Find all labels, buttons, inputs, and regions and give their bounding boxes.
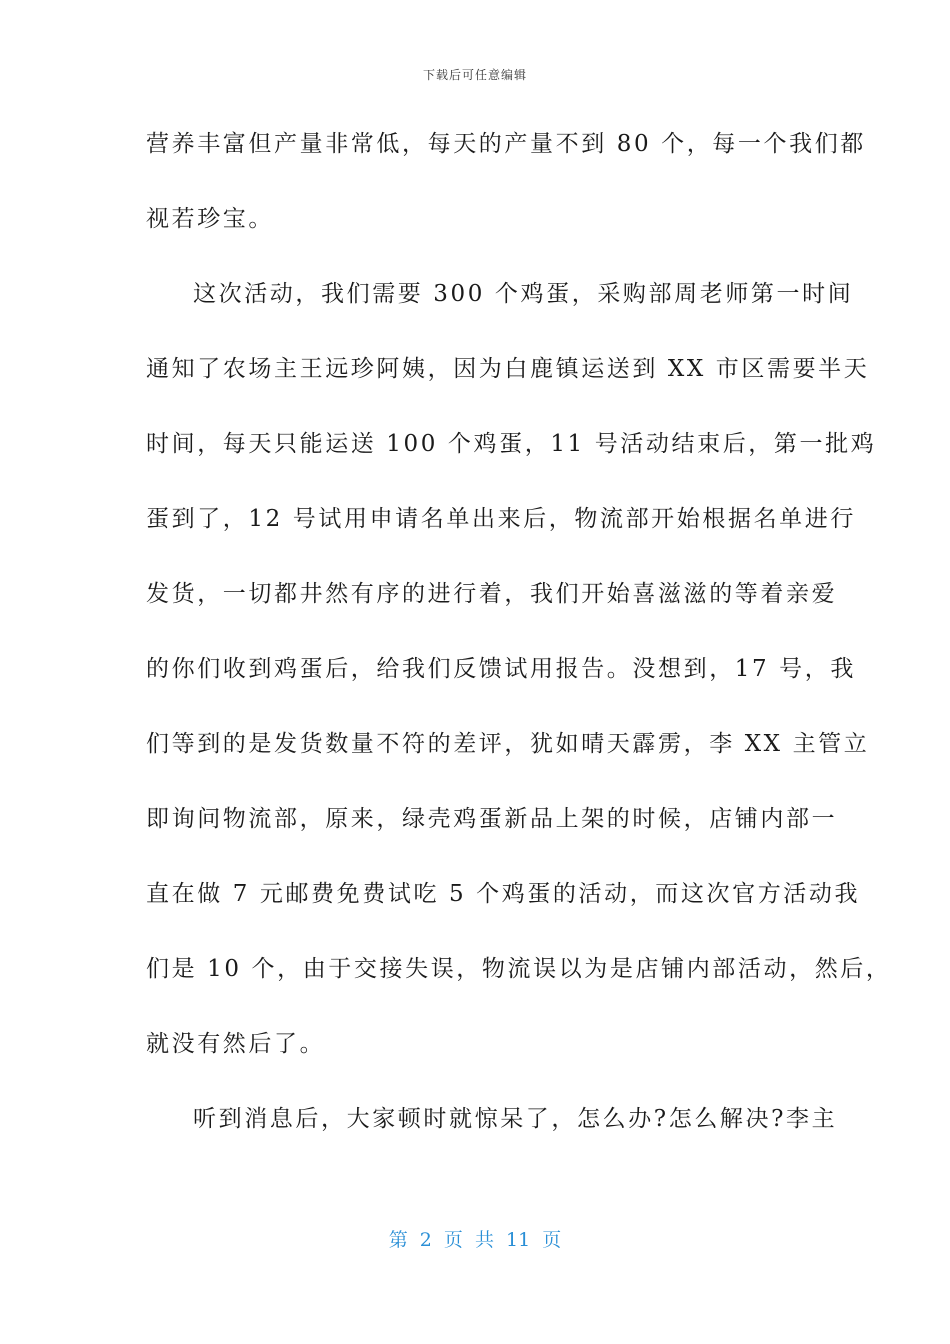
body-line: 直在做 7 元邮费免费试吃 5 个鸡蛋的活动，而这次官方活动我	[146, 881, 861, 907]
body-line: 这次活动，我们需要 300 个鸡蛋，采购部周老师第一时间	[193, 281, 854, 307]
body-line: 的你们收到鸡蛋后，给我们反馈试用报告。没想到，17 号，我	[146, 656, 856, 682]
body-line: 时间，每天只能运送 100 个鸡蛋，11 号活动结束后，第一批鸡	[146, 431, 877, 457]
body-line: 们是 10 个，由于交接失误，物流误以为是店铺内部活动，然后，	[146, 956, 892, 982]
body-line: 即询问物流部，原来，绿壳鸡蛋新品上架的时候，店铺内部一	[146, 806, 838, 832]
body-line: 听到消息后，大家顿时就惊呆了，怎么办?怎么解决?李主	[193, 1106, 838, 1132]
page-number: 第 2 页 共 11 页	[388, 1229, 562, 1251]
body-line: 发货，一切都井然有序的进行着，我们开始喜滋滋的等着亲爱	[146, 581, 838, 607]
body-line: 就没有然后了。	[146, 1031, 326, 1057]
body-line: 们等到的是发货数量不符的差评，犹如晴天霹雳，李 XX 主管立	[146, 731, 870, 757]
page-header: 下载后可任意编辑	[422, 68, 527, 82]
body-line: 营养丰富但产量非常低，每天的产量不到 80 个，每一个我们都	[146, 131, 866, 157]
body-line: 蛋到了，12 号试用申请名单出来后，物流部开始根据名单进行	[146, 506, 856, 532]
body-line: 视若珍宝。	[146, 206, 274, 232]
body-line: 通知了农场主王远珍阿姨，因为白鹿镇运送到 XX 市区需要半天	[146, 356, 870, 382]
